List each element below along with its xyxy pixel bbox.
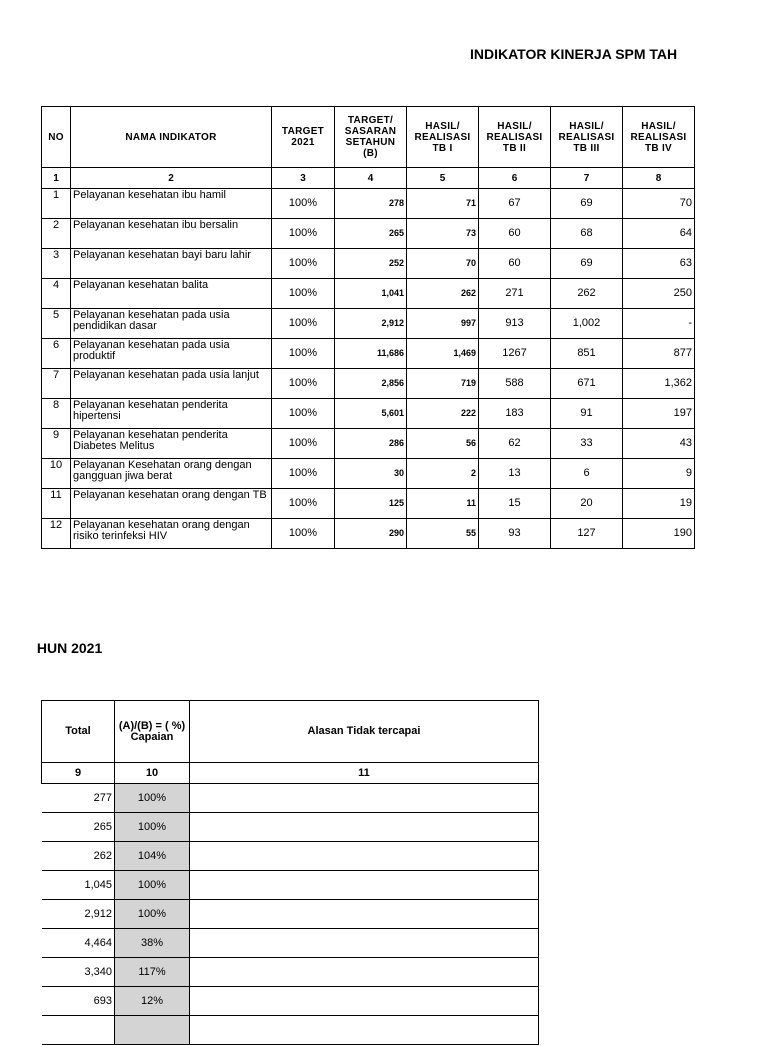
table-row	[42, 459, 695, 489]
spm-indicator-table	[41, 106, 695, 549]
row-number: 3	[42, 249, 71, 279]
total-value: 277	[42, 784, 115, 813]
tb3-value: 1,002	[551, 309, 623, 339]
target-value: 100%	[272, 369, 335, 399]
tb1-value: 70	[407, 249, 479, 279]
table-row	[42, 369, 695, 399]
table-row	[42, 399, 695, 429]
alasan-value	[190, 784, 539, 813]
target-value: 100%	[272, 519, 335, 549]
header-sasaran: TARGET/ SASARAN SETAHUN (B)	[335, 107, 407, 168]
tb3-value: 68	[551, 219, 623, 249]
table-row	[42, 784, 539, 813]
tb2-value: 15	[479, 489, 551, 519]
indicator-name: Pelayanan kesehatan orang dengan TB	[71, 489, 272, 519]
alasan-value	[190, 958, 539, 987]
table-row	[42, 189, 695, 219]
tb1-value: 73	[407, 219, 479, 249]
tb4-value: 877	[623, 339, 695, 369]
total-value: 3,340	[42, 958, 115, 987]
table-row	[42, 279, 695, 309]
tb3-value: 33	[551, 429, 623, 459]
row-number: 4	[42, 279, 71, 309]
tb1-value: 71	[407, 189, 479, 219]
target-value: 100%	[272, 459, 335, 489]
header-no: NO	[42, 107, 71, 168]
indicator-name: Pelayanan Kesehatan orang dengan gangguan jiwa berat	[71, 459, 272, 489]
target-value: 100%	[272, 429, 335, 459]
row-number: 7	[42, 369, 71, 399]
indicator-name: Pelayanan kesehatan penderita hipertensi	[71, 399, 272, 429]
total-value: 1,045	[42, 871, 115, 900]
alasan-value	[190, 929, 539, 958]
row-number: 6	[42, 339, 71, 369]
tb2-value: 913	[479, 309, 551, 339]
row-number: 11	[42, 489, 71, 519]
tb1-value: 719	[407, 369, 479, 399]
sasaran-value: 30	[335, 459, 407, 489]
sasaran-value: 5,601	[335, 399, 407, 429]
sasaran-value: 265	[335, 219, 407, 249]
table-row	[42, 842, 539, 871]
tb3-value: 69	[551, 189, 623, 219]
tb3-value: 671	[551, 369, 623, 399]
tb4-value: 63	[623, 249, 695, 279]
total-value: 2,912	[42, 900, 115, 929]
column-number: 5	[407, 168, 479, 189]
tb1-value: 1,469	[407, 339, 479, 369]
indicator-name: Pelayanan kesehatan pada usia produktif	[71, 339, 272, 369]
sasaran-value: 286	[335, 429, 407, 459]
capaian-value: 12%	[115, 987, 190, 1016]
row-number: 9	[42, 429, 71, 459]
column-number: 10	[115, 763, 190, 784]
table-row	[42, 519, 695, 549]
capaian-value: 38%	[115, 929, 190, 958]
capaian-value	[115, 1016, 190, 1045]
tb4-value: 197	[623, 399, 695, 429]
tb1-value: 222	[407, 399, 479, 429]
indicator-name: Pelayanan kesehatan ibu hamil	[71, 189, 272, 219]
table-header-row	[42, 701, 539, 763]
table-row	[42, 987, 539, 1016]
header-capaian: (A)/(B) = ( %) Capaian	[115, 701, 190, 763]
total-value	[42, 1016, 115, 1045]
column-number: 7	[551, 168, 623, 189]
tb2-value: 588	[479, 369, 551, 399]
capaian-value: 100%	[115, 900, 190, 929]
sasaran-value: 290	[335, 519, 407, 549]
table-row	[42, 900, 539, 929]
tb2-value: 93	[479, 519, 551, 549]
page-title-part-1: INDIKATOR KINERJA SPM TAH	[470, 46, 678, 62]
tb2-value: 13	[479, 459, 551, 489]
tb4-value: 19	[623, 489, 695, 519]
target-value: 100%	[272, 489, 335, 519]
tb3-value: 851	[551, 339, 623, 369]
tb2-value: 67	[479, 189, 551, 219]
column-number: 6	[479, 168, 551, 189]
total-value: 262	[42, 842, 115, 871]
row-number: 10	[42, 459, 71, 489]
table-row	[42, 339, 695, 369]
table-row	[42, 1016, 539, 1045]
column-number: 11	[190, 763, 539, 784]
table-row	[42, 249, 695, 279]
total-value: 4,464	[42, 929, 115, 958]
tb3-value: 91	[551, 399, 623, 429]
tb3-value: 20	[551, 489, 623, 519]
header-nama-indikator: NAMA INDIKATOR	[71, 107, 272, 168]
sasaran-value: 1,041	[335, 279, 407, 309]
tb4-value: 190	[623, 519, 695, 549]
total-value: 693	[42, 987, 115, 1016]
column-number: 3	[272, 168, 335, 189]
column-number: 4	[335, 168, 407, 189]
page-title-part-2: HUN 2021	[36, 640, 103, 656]
alasan-value	[190, 842, 539, 871]
header-tb3: HASIL/ REALISASI TB III	[551, 107, 623, 168]
table-header-row	[42, 107, 695, 168]
alasan-value	[190, 1016, 539, 1045]
tb3-value: 6	[551, 459, 623, 489]
row-number: 2	[42, 219, 71, 249]
row-number: 8	[42, 399, 71, 429]
tb1-value: 997	[407, 309, 479, 339]
table-row	[42, 813, 539, 842]
tb2-value: 271	[479, 279, 551, 309]
indicator-name: Pelayanan kesehatan pada usia lanjut	[71, 369, 272, 399]
header-target: TARGET 2021	[272, 107, 335, 168]
target-value: 100%	[272, 219, 335, 249]
sasaran-value: 2,912	[335, 309, 407, 339]
tb2-value: 60	[479, 219, 551, 249]
capaian-value: 104%	[115, 842, 190, 871]
target-value: 100%	[272, 309, 335, 339]
table-row	[42, 219, 695, 249]
tb1-value: 55	[407, 519, 479, 549]
sasaran-value: 2,856	[335, 369, 407, 399]
column-number-row	[42, 168, 695, 189]
indicator-name: Pelayanan kesehatan orang dengan risiko terinfeksi HIV	[71, 519, 272, 549]
tb2-value: 1267	[479, 339, 551, 369]
indicator-name: Pelayanan kesehatan ibu bersalin	[71, 219, 272, 249]
indicator-name: Pelayanan kesehatan bayi baru lahir	[71, 249, 272, 279]
row-number: 1	[42, 189, 71, 219]
tb2-value: 183	[479, 399, 551, 429]
target-value: 100%	[272, 399, 335, 429]
capaian-value: 100%	[115, 784, 190, 813]
column-number: 8	[623, 168, 695, 189]
tb1-value: 56	[407, 429, 479, 459]
table-row	[42, 429, 695, 459]
sasaran-value: 252	[335, 249, 407, 279]
target-value: 100%	[272, 279, 335, 309]
total-value: 265	[42, 813, 115, 842]
column-number: 1	[42, 168, 71, 189]
capaian-value: 100%	[115, 871, 190, 900]
alasan-value	[190, 900, 539, 929]
tb3-value: 127	[551, 519, 623, 549]
header-tb1: HASIL/ REALISASI TB I	[407, 107, 479, 168]
table-row	[42, 489, 695, 519]
table-row	[42, 958, 539, 987]
row-number: 5	[42, 309, 71, 339]
tb4-value: 64	[623, 219, 695, 249]
alasan-value	[190, 813, 539, 842]
tb2-value: 62	[479, 429, 551, 459]
sasaran-value: 278	[335, 189, 407, 219]
alasan-value	[190, 987, 539, 1016]
table-row	[42, 871, 539, 900]
capaian-value: 117%	[115, 958, 190, 987]
header-tb2: HASIL/ REALISASI TB II	[479, 107, 551, 168]
tb1-value: 262	[407, 279, 479, 309]
tb4-value: 70	[623, 189, 695, 219]
target-value: 100%	[272, 249, 335, 279]
tb2-value: 60	[479, 249, 551, 279]
table-row	[42, 929, 539, 958]
tb4-value: 9	[623, 459, 695, 489]
tb3-value: 262	[551, 279, 623, 309]
sasaran-value: 125	[335, 489, 407, 519]
tb3-value: 69	[551, 249, 623, 279]
capaian-table	[41, 700, 539, 1045]
tb1-value: 11	[407, 489, 479, 519]
indicator-name: Pelayanan kesehatan penderita Diabetes Melitus	[71, 429, 272, 459]
header-total: Total	[42, 701, 115, 763]
tb4-value: 43	[623, 429, 695, 459]
column-number: 2	[71, 168, 272, 189]
tb4-value: 250	[623, 279, 695, 309]
alasan-value	[190, 871, 539, 900]
sasaran-value: 11,686	[335, 339, 407, 369]
table-row	[42, 309, 695, 339]
indicator-name: Pelayanan kesehatan balita	[71, 279, 272, 309]
header-tb4: HASIL/ REALISASI TB IV	[623, 107, 695, 168]
target-value: 100%	[272, 189, 335, 219]
capaian-value: 100%	[115, 813, 190, 842]
target-value: 100%	[272, 339, 335, 369]
column-number: 9	[42, 763, 115, 784]
indicator-name: Pelayanan kesehatan pada usia pendidikan dasar	[71, 309, 272, 339]
column-number-row	[42, 763, 539, 784]
tb4-value: -	[623, 309, 695, 339]
row-number: 12	[42, 519, 71, 549]
tb4-value: 1,362	[623, 369, 695, 399]
tb1-value: 2	[407, 459, 479, 489]
header-alasan: Alasan Tidak tercapai	[190, 701, 539, 763]
